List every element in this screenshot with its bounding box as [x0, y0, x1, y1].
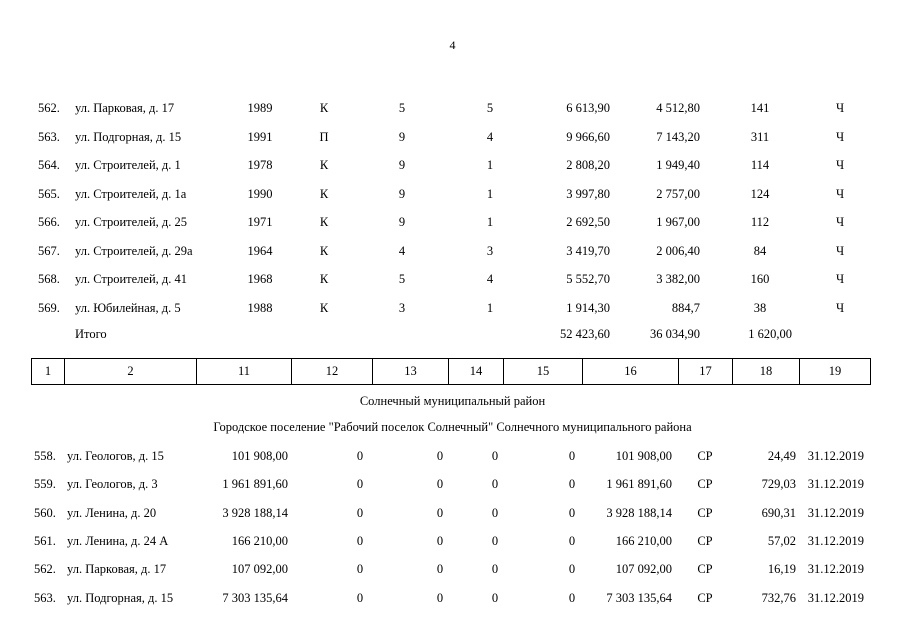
settlement-title: Городское поселение "Рабочий поселок Солнечный" Солнечного муниципального района: [213, 420, 692, 434]
cell-res: 160: [750, 272, 770, 286]
cell-floors: 4: [398, 243, 406, 258]
cell-c13: 0: [436, 562, 444, 577]
cell-n: 558.: [34, 449, 56, 463]
cell-addr: ул. Геологов, д. 3: [67, 477, 158, 492]
cell-addr: ул. Подгорная, д. 15: [75, 129, 182, 144]
cell-a1: 3 419,70: [566, 243, 610, 258]
cell-c17: СР: [697, 590, 713, 605]
table-row: [0, 271, 905, 287]
cell-c15: 0: [568, 449, 576, 463]
page-number: 4: [449, 38, 456, 52]
cell-c19: 31.12.2019: [807, 505, 864, 520]
cell-addr: ул. Ленина, д. 24 А: [67, 533, 169, 548]
cell-ent: 4: [486, 272, 494, 286]
cell-mat: К: [319, 272, 329, 286]
table-row: [0, 100, 905, 116]
table-row: [0, 186, 905, 202]
cell-mat: К: [319, 215, 329, 229]
total-area-1: 52 423,60: [560, 327, 610, 341]
district-title: Солнечный муниципальный район: [359, 394, 546, 408]
table-row: [0, 533, 905, 549]
total-label: Итого: [75, 327, 107, 341]
cell-c18: 729,03: [761, 477, 796, 492]
cell-a2: 2 006,40: [656, 243, 700, 258]
cell-c12: 0: [356, 590, 364, 605]
cell-floors: 9: [398, 158, 406, 172]
total-row: [0, 326, 905, 342]
cell-ent: 5: [486, 101, 494, 115]
cell-year: 1978: [247, 158, 273, 172]
cell-a1: 3 997,80: [566, 186, 610, 201]
cell-c14: 0: [491, 533, 499, 548]
cell-c16: 101 908,00: [615, 449, 672, 463]
cell-c19: 31.12.2019: [807, 477, 864, 492]
cell-c13: 0: [436, 449, 444, 463]
cell-ent: 1: [486, 158, 494, 172]
total-area-2: 36 034,90: [650, 327, 700, 341]
cell-c16: 1 961 891,60: [606, 477, 672, 492]
cell-a1: 1 914,30: [566, 300, 610, 315]
cell-t: Ч: [835, 300, 845, 315]
cell-c17: СР: [697, 505, 713, 520]
cell-a2: 884,7: [671, 300, 700, 315]
cell-n: 563.: [34, 590, 56, 605]
cell-mat: К: [319, 101, 329, 115]
cell-n: 561.: [34, 533, 56, 548]
cell-a2: 2 757,00: [656, 186, 700, 201]
cell-c19: 31.12.2019: [807, 562, 864, 577]
cell-res: 141: [750, 101, 770, 115]
cell-floors: 5: [398, 101, 406, 115]
cell-c14: 0: [491, 505, 499, 520]
header-col-16: 16: [583, 359, 679, 385]
cell-c11: 3 928 188,14: [222, 505, 288, 520]
cell-c17: СР: [697, 477, 713, 492]
cell-t: Ч: [835, 101, 845, 115]
cell-mat: К: [319, 158, 329, 172]
cell-res: 124: [750, 186, 770, 201]
cell-c13: 0: [436, 477, 444, 492]
cell-c12: 0: [356, 505, 364, 520]
header-col-1: 1: [32, 359, 65, 385]
cell-ent: 1: [486, 300, 494, 315]
cell-t: Ч: [835, 186, 845, 201]
cell-t: Ч: [835, 129, 845, 144]
cell-c17: СР: [697, 533, 713, 548]
cell-a1: 2 692,50: [566, 215, 610, 229]
cell-c14: 0: [491, 590, 499, 605]
header-col-17: 17: [679, 359, 733, 385]
cell-res: 114: [750, 158, 770, 172]
header-col-15: 15: [504, 359, 583, 385]
cell-c19: 31.12.2019: [807, 533, 864, 548]
cell-c16: 7 303 135,64: [606, 590, 672, 605]
header-col-18: 18: [733, 359, 800, 385]
cell-c12: 0: [356, 533, 364, 548]
cell-year: 1964: [247, 243, 273, 258]
cell-c17: СР: [697, 449, 713, 463]
header-col-11: 11: [197, 359, 292, 385]
cell-floors: 5: [398, 272, 406, 286]
cell-res: 112: [750, 215, 770, 229]
cell-year: 1968: [247, 272, 273, 286]
cell-floors: 9: [398, 186, 406, 201]
table-row: [0, 448, 905, 464]
cell-addr: ул. Строителей, д. 1а: [75, 186, 187, 201]
cell-n: 566.: [38, 215, 60, 229]
cell-ent: 1: [486, 186, 494, 201]
cell-c15: 0: [568, 562, 576, 577]
cell-c18: 57,02: [767, 533, 796, 548]
cell-a2: 4 512,80: [656, 101, 700, 115]
cell-floors: 3: [398, 300, 406, 315]
cell-c18: 690,31: [761, 505, 796, 520]
cell-a1: 9 966,60: [566, 129, 610, 144]
table-row: [0, 129, 905, 145]
cell-n: 562.: [38, 101, 60, 115]
cell-c19: 31.12.2019: [807, 590, 864, 605]
cell-n: 559.: [34, 477, 56, 492]
cell-c12: 0: [356, 477, 364, 492]
cell-addr: ул. Строителей, д. 41: [75, 272, 188, 286]
cell-a2: 3 382,00: [656, 272, 700, 286]
cell-c14: 0: [491, 562, 499, 577]
cell-year: 1971: [247, 215, 273, 229]
cell-addr: ул. Парковая, д. 17: [67, 562, 167, 577]
cell-addr: ул. Подгорная, д. 15: [67, 590, 174, 605]
cell-a2: 1 949,40: [656, 158, 700, 172]
cell-c11: 7 303 135,64: [222, 590, 288, 605]
cell-mat: К: [319, 300, 329, 315]
cell-mat: К: [319, 243, 329, 258]
cell-res: 84: [753, 243, 767, 258]
cell-c15: 0: [568, 590, 576, 605]
cell-n: 565.: [38, 186, 60, 201]
cell-c15: 0: [568, 533, 576, 548]
header-col-19: 19: [800, 359, 871, 385]
cell-addr: ул. Строителей, д. 25: [75, 215, 188, 229]
cell-floors: 9: [398, 215, 406, 229]
column-number-header: [31, 358, 871, 385]
cell-ent: 3: [486, 243, 494, 258]
cell-a2: 7 143,20: [656, 129, 700, 144]
cell-c16: 107 092,00: [615, 562, 672, 577]
cell-t: Ч: [835, 272, 845, 286]
table-row: [0, 243, 905, 259]
cell-a1: 6 613,90: [566, 101, 610, 115]
table-row: [0, 561, 905, 577]
table-row: [0, 300, 905, 316]
cell-c18: 732,76: [761, 590, 796, 605]
cell-t: Ч: [835, 243, 845, 258]
table-row: [0, 476, 905, 492]
cell-c11: 166 210,00: [231, 533, 288, 548]
header-col-14: 14: [449, 359, 504, 385]
cell-c18: 24,49: [767, 449, 796, 463]
cell-n: 563.: [38, 129, 60, 144]
cell-a1: 5 552,70: [566, 272, 610, 286]
cell-c16: 166 210,00: [615, 533, 672, 548]
cell-addr: ул. Строителей, д. 29а: [75, 243, 193, 258]
cell-res: 311: [750, 129, 770, 144]
cell-ent: 4: [486, 129, 494, 144]
cell-c11: 101 908,00: [231, 449, 288, 463]
cell-n: 567.: [38, 243, 60, 258]
header-col-2: 2: [65, 359, 197, 385]
cell-a1: 2 808,20: [566, 158, 610, 172]
cell-n: 562.: [34, 562, 56, 577]
cell-c11: 1 961 891,60: [222, 477, 288, 492]
cell-addr: ул. Парковая, д. 17: [75, 101, 175, 115]
cell-mat: П: [319, 129, 329, 144]
table-row: [0, 505, 905, 521]
cell-c15: 0: [568, 505, 576, 520]
header-col-12: 12: [292, 359, 373, 385]
cell-t: Ч: [835, 215, 845, 229]
table-row: [0, 590, 905, 606]
cell-c13: 0: [436, 590, 444, 605]
cell-n: 564.: [38, 158, 60, 172]
cell-addr: ул. Юбилейная, д. 5: [75, 300, 181, 315]
cell-c14: 0: [491, 449, 499, 463]
cell-year: 1991: [247, 129, 273, 144]
total-residents: 1 620,00: [748, 327, 792, 341]
cell-c17: СР: [697, 562, 713, 577]
cell-c12: 0: [356, 449, 364, 463]
cell-addr: ул. Ленина, д. 20: [67, 505, 157, 520]
header-col-13: 13: [373, 359, 449, 385]
cell-c12: 0: [356, 562, 364, 577]
cell-ent: 1: [486, 215, 494, 229]
cell-year: 1989: [247, 101, 273, 115]
cell-c13: 0: [436, 533, 444, 548]
cell-c14: 0: [491, 477, 499, 492]
cell-t: Ч: [835, 158, 845, 172]
cell-addr: ул. Строителей, д. 1: [75, 158, 181, 172]
table-row: [0, 157, 905, 173]
cell-c16: 3 928 188,14: [606, 505, 672, 520]
cell-addr: ул. Геологов, д. 15: [67, 449, 164, 463]
cell-c13: 0: [436, 505, 444, 520]
cell-year: 1988: [247, 300, 273, 315]
table-row: [0, 214, 905, 230]
cell-mat: К: [319, 186, 329, 201]
cell-a2: 1 967,00: [656, 215, 700, 229]
cell-c15: 0: [568, 477, 576, 492]
cell-n: 560.: [34, 505, 56, 520]
cell-c11: 107 092,00: [231, 562, 288, 577]
cell-floors: 9: [398, 129, 406, 144]
cell-c18: 16,19: [767, 562, 796, 577]
cell-res: 38: [753, 300, 767, 315]
cell-c19: 31.12.2019: [807, 449, 864, 463]
cell-year: 1990: [247, 186, 273, 201]
cell-n: 568.: [38, 272, 60, 286]
cell-n: 569.: [38, 300, 60, 315]
